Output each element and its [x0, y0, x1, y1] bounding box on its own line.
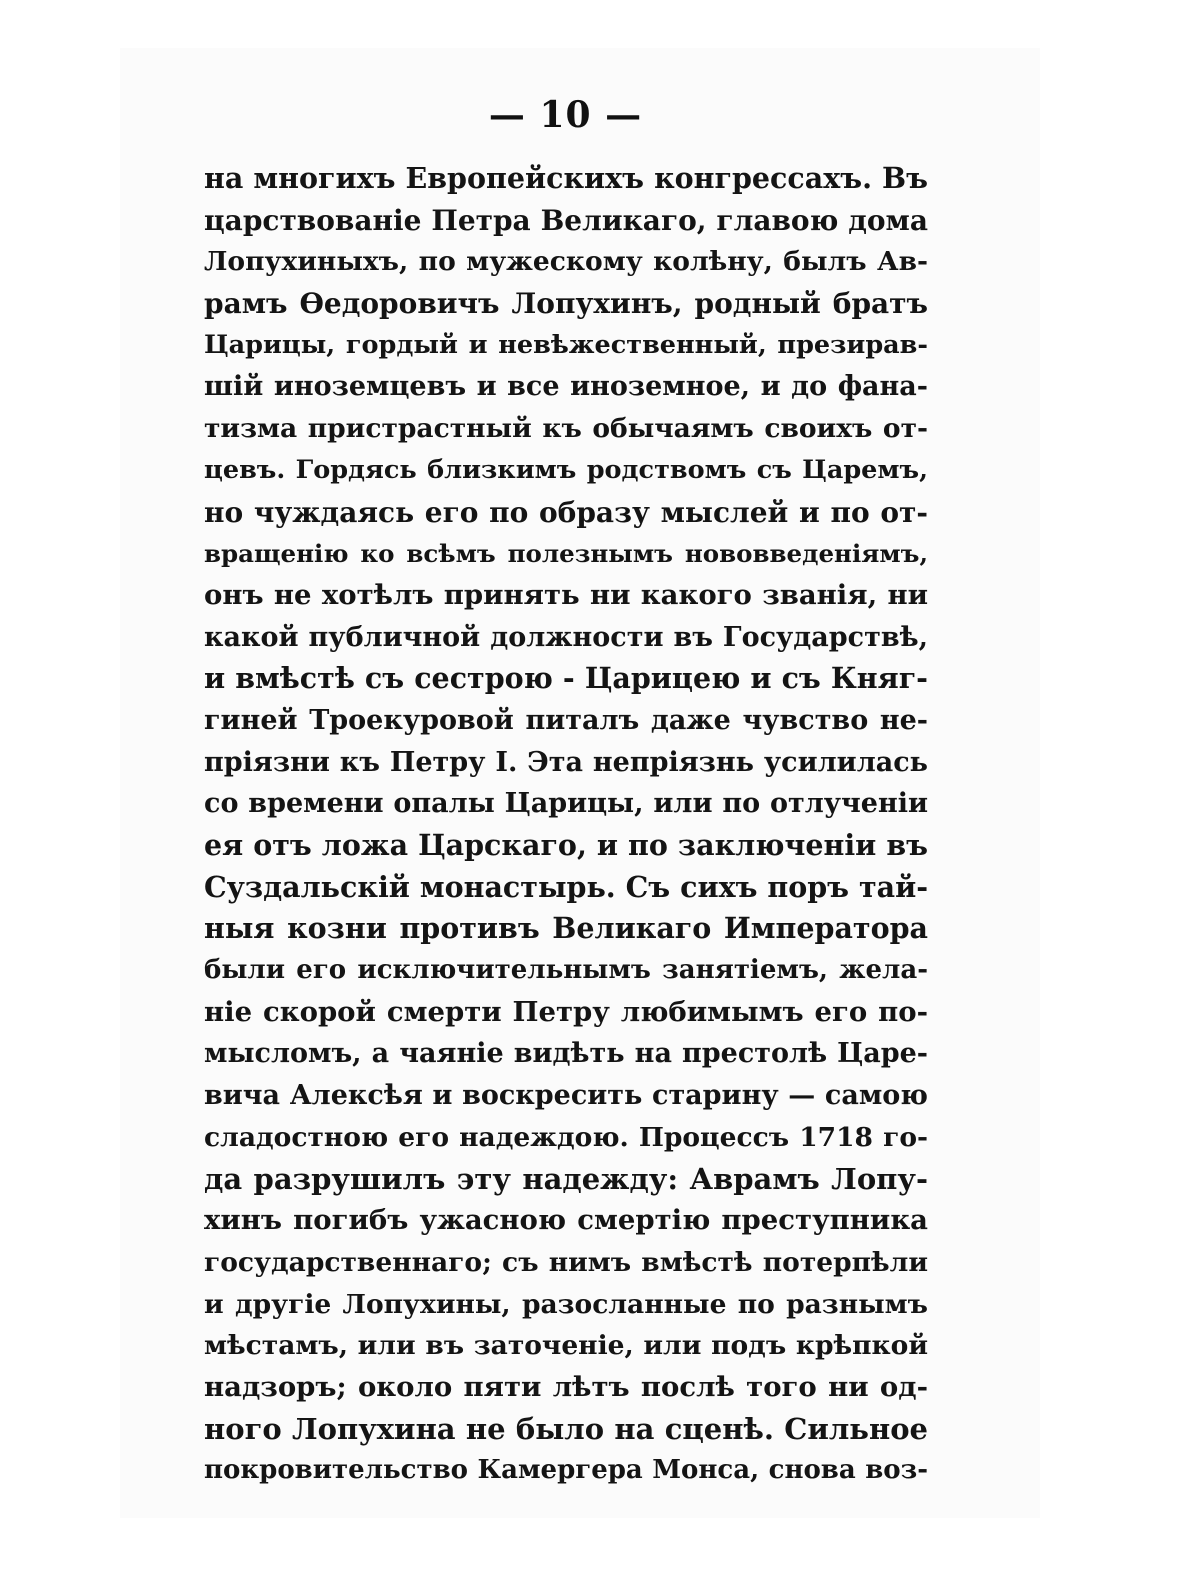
text-line: хинъ погибъ ужасною смертію преступника	[204, 1204, 928, 1237]
text-line: ніе скорой смерти Петру любимымъ его по-	[204, 995, 928, 1028]
text-line: какой публичной должности въ Государствѣ,	[204, 621, 928, 653]
text-line: вращенію ко всѣмъ полезнымъ нововведеніямъ,	[204, 539, 928, 569]
text-line: были его исключительнымъ занятіемъ, жела-	[204, 955, 928, 986]
body-text	[204, 158, 928, 1492]
text-line: сладостною его надеждою. Процессъ 1718 го-	[204, 1121, 928, 1153]
text-line: да разрушилъ эту надежду: Аврамъ Лопу-	[204, 1161, 928, 1196]
text-line: государственнаго; съ нимъ вмѣстѣ потерпѣли	[204, 1246, 928, 1278]
text-line: мѣстамъ, или въ заточеніе, или подъ крѣпкой	[204, 1330, 928, 1362]
text-line: на многихъ Европейскихъ конгрессахъ. Въ	[204, 161, 928, 195]
text-line: тизма пристрастный къ обычаямъ своихъ от-	[204, 413, 928, 445]
text-line: ея отъ ложа Царскаго, и по заключеніи въ	[204, 828, 928, 862]
text-line: царствованіе Петра Великаго, главою дома	[204, 203, 928, 237]
page-number: — 10 —	[488, 94, 643, 136]
text-line: пріязни къ Петру I. Эта непріязнь усилилась	[204, 746, 928, 778]
text-line: надзоръ; около пяти лѣтъ послѣ того ни од-	[204, 1370, 928, 1403]
text-line: гиней Троекуровой питалъ даже чувство не-	[204, 704, 928, 736]
text-line: Царицы, гордый и невѣжественный, презирав-	[204, 329, 928, 360]
text-line: рамъ Ѳедоровичъ Лопухинъ, родный братъ	[204, 287, 928, 321]
text-line: онъ не хотѣлъ принять ни какого званія, ни	[204, 578, 928, 611]
text-line: цевъ. Гордясь близкимъ родствомъ съ Царемъ,	[204, 454, 928, 485]
text-line: Лопухиныхъ, по мужескому колѣну, былъ Ав-	[204, 246, 928, 278]
text-line: Суздальскій монастырь. Съ сихъ поръ тай-	[204, 869, 928, 904]
text-line: но чуждаясь его по образу мыслей и по от-	[204, 495, 928, 529]
text-line: и другіе Лопухины, разосланные по разнымъ	[204, 1288, 928, 1320]
text-line: мысломъ, а чаяніе видѣть на престолѣ Царе-	[204, 1038, 928, 1070]
text-line: и вмѣстѣ съ сестрою - Царицею и съ Княг-	[204, 661, 928, 696]
text-line: со времени опалы Царицы, или по отлученіи	[204, 788, 928, 820]
text-line: ного Лопухина не было на сценѣ. Сильное	[204, 1411, 928, 1446]
text-line: покровительство Камергера Монса, снова воз-	[204, 1455, 928, 1486]
text-line: ныя козни противъ Великаго Императора	[204, 911, 928, 946]
text-line: шій иноземцевъ и все иноземное, и до фана-	[204, 371, 928, 403]
text-line: вича Алексѣя и воскресить старину — самою	[204, 1080, 928, 1112]
